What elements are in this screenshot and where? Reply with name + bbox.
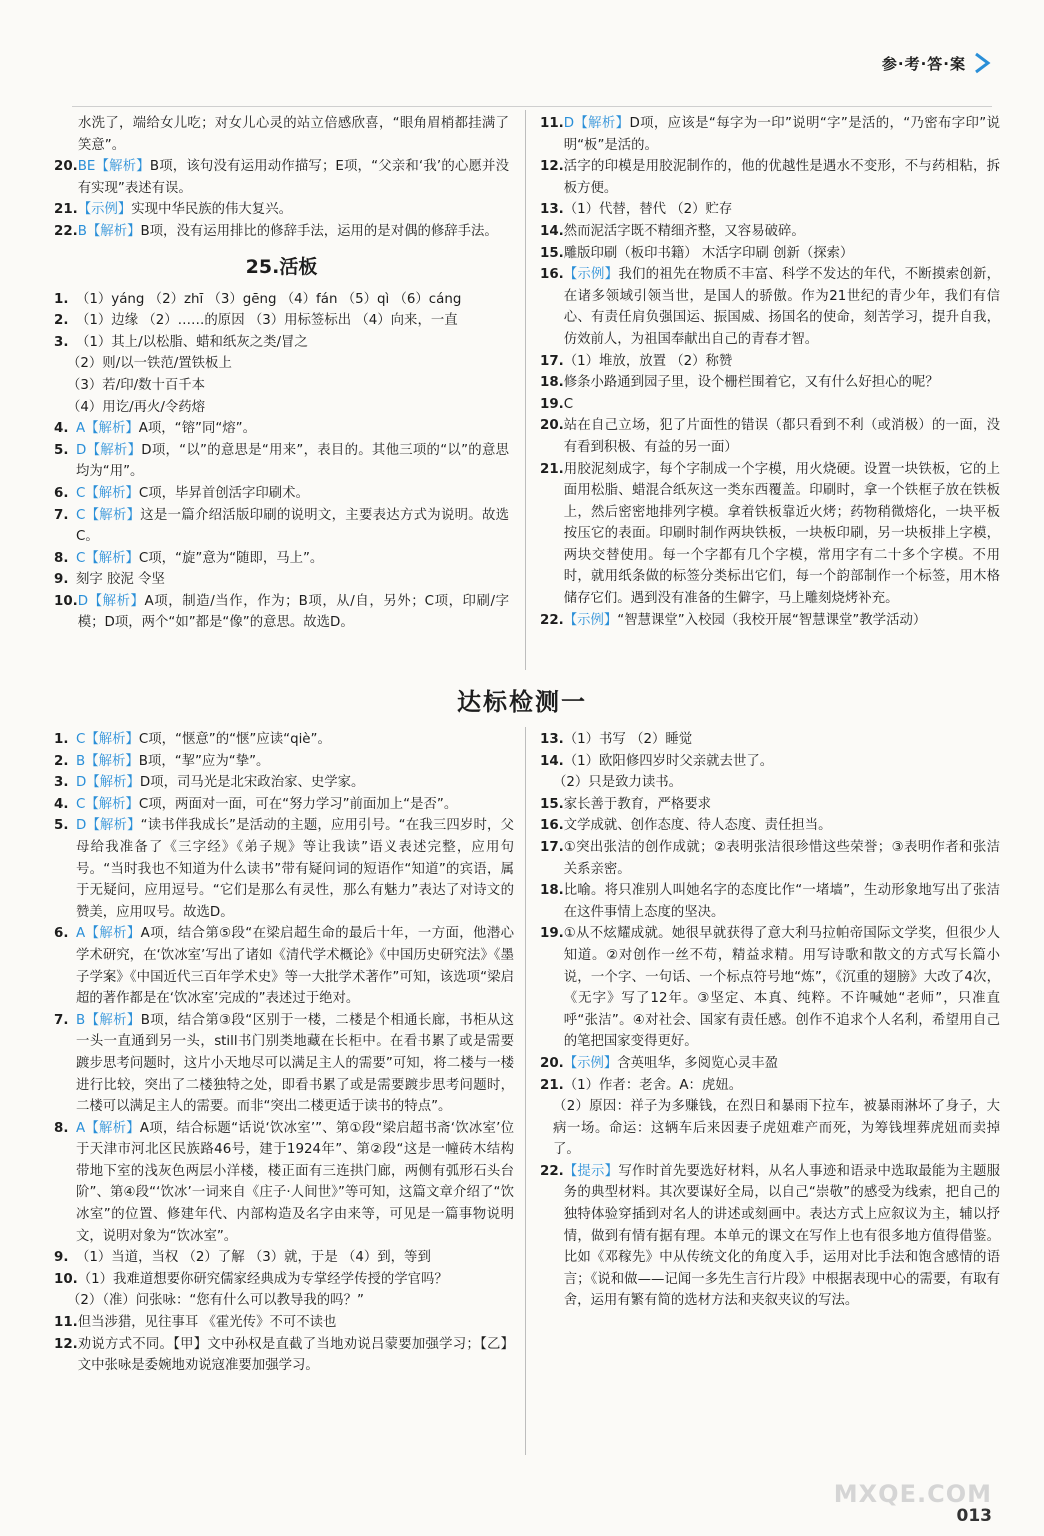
header-divider: [72, 106, 992, 107]
answer-text: [564, 372, 1000, 394]
answer-number: 19.: [540, 396, 564, 412]
answer-text: [76, 794, 514, 816]
answer-content: “读书伴我成长”是活动的主题，应用引号。“在我三四岁时，父母给我准备了《三字经》《弟子规》等让我读”语义表述完整，应用句号。“当时我也不知道为什么读书”带有疑问词的短语作“知道”的宾语，属于无疑问，应用逗号。“它们是那么有灵性，那么有魅力”表达了对诗文的赞美，应用叹号。故选D。: [76, 818, 514, 920]
column-divider-bottom: [525, 727, 526, 1455]
answer-number: 2.: [54, 753, 69, 769]
answer-text: [564, 1075, 1000, 1097]
answer-text: [76, 729, 514, 751]
answer-item: [54, 418, 509, 440]
answer-content: 文学成就、创作态度、待人态度、责任担当。: [563, 818, 832, 834]
answer-item: [54, 923, 514, 1009]
answer-text: [564, 751, 1000, 773]
answer-number: 20.: [540, 1055, 564, 1071]
answer-content: C项，“惬意”的“惬”应读“qiè”。: [138, 732, 331, 747]
answer-text: [76, 310, 509, 332]
answer-text: [76, 332, 509, 354]
answer-item: [540, 156, 1000, 199]
answer-text: [76, 1010, 514, 1118]
answer-number: 5.: [54, 818, 69, 834]
answer-content: 站在自己立场，犯了片面性的错误（都只看到不利（或消极）的一面，没有看到积极、有益的另一面）: [563, 418, 1000, 455]
answer-content: （1）书写 （2）睡觉: [563, 732, 693, 747]
answer-content: 这是一篇介绍活版印刷的说明文，主要表达方式为说明。故选C。: [76, 507, 509, 545]
page-number: 013: [956, 1506, 992, 1526]
answer-item: [540, 415, 1000, 458]
answer-list: [540, 113, 1000, 631]
answer-subline: （2）只是致力读书。: [553, 775, 683, 791]
answer-item: [54, 289, 509, 311]
answer-text: [564, 729, 1000, 751]
answer-number: 21.: [540, 461, 564, 477]
analysis-tag: B【解析】: [76, 1012, 141, 1028]
test-title: 达标检测一: [457, 688, 587, 716]
answer-item: [54, 548, 509, 570]
answer-item: [540, 264, 1000, 350]
answer-number: 15.: [540, 245, 564, 261]
answer-item: [540, 1053, 1000, 1075]
answer-content: B项，该句没有运用动作描写；E项，“父亲和‘我’的心愿并没有实现”表述有误。: [77, 159, 509, 196]
answer-text: [76, 1247, 514, 1269]
answer-text: [564, 923, 1000, 1053]
analysis-tag: D【解析】: [76, 818, 141, 834]
answer-text: [76, 289, 509, 311]
analysis-tag: D【解析】: [76, 775, 140, 791]
answer-item: [54, 199, 509, 221]
answer-item: [54, 751, 514, 773]
answer-text: [564, 113, 1000, 156]
answer-content: （1）我难道想要你研究儒家经典成为专掌经学传授的学官吗？: [77, 1271, 448, 1287]
answer-number: 14.: [540, 223, 564, 239]
answer-text: [564, 243, 1000, 265]
answer-content: D项，司马光是北宋政治家、史学家。: [139, 775, 365, 791]
answer-item: [540, 199, 1000, 221]
answer-content: 用胶泥刻成字，每个字制成一个字模，用火烧硬。设置一块铁板，它的上面用松脂、蜡混合纸灰这一类东西覆盖。印刷时，拿一个铁框子放在铁板上，然后密密地排列字模。拿着铁板靠近火烤；药物稍微熔化，一块平板按压它的表面。印刷时制作两块铁板，一块板印刷，另一块板排上字模，两块交替使用。每一个字都有几个字模，常用字有二十多个字模。不用时，就用纸条做的标签分类标出它们，每一个韵部制作一个标签，用木格储存它们。遇到没有准备的生僻字，马上雕刻烧烤补充。: [563, 461, 1000, 607]
answer-subline: （3）若/印/数十百千本: [67, 377, 206, 393]
answer-number: 16.: [540, 818, 564, 834]
answer-text: [564, 415, 1000, 458]
answer-text: [564, 221, 1000, 243]
answer-content: ①突出张洁的创作成就；②表明张洁很珍惜这些荣誉；③表明作者和张洁关系亲密。: [563, 839, 1000, 877]
answer-number: 13.: [540, 732, 564, 747]
answer-number: 10.: [54, 1271, 78, 1287]
answer-text: [78, 1312, 514, 1334]
header-title: 参·考·答·案: [881, 54, 966, 73]
answer-item: [540, 837, 1000, 880]
answer-number: 18.: [540, 883, 564, 899]
answer-content: 写作时首先要选好材料，从名人事迹和语录中选取最能为主题服务的典型材料。其次要谋好全局，以自己“崇敬”的感受为线索，把自己的独特体验穿插到对名人的讲述或刻画中。表达方式上应叙议为主，辅以抒情，做到有情有据有理。本单元的课文在写作上也有很多地方值得借鉴。比如《邓稼先》中从传统文化的角度入手，运用对比手法和饱含感情的语言；《说和做——记闻一多先生言行片段》中根据表现中心的需要，有取有舍，运用有繁有简的选材方法和夹叙夹议的写法。: [563, 1163, 1001, 1309]
analysis-tag: C【解析】: [76, 732, 139, 747]
answer-number: 9.: [54, 572, 69, 588]
answer-item: [540, 794, 1000, 816]
answer-text: [76, 1118, 514, 1248]
answer-content: C项，毕昇首创活字印刷术。: [138, 485, 309, 501]
answer-item: [54, 310, 509, 332]
answer-item: [54, 332, 509, 354]
answer-number: 17.: [540, 353, 564, 369]
answer-item: [54, 156, 509, 199]
answer-continuation: 水洗了，端给女儿吃；对女儿心灵的站立倍感欣喜，“眼角眉梢都挂满了笑意”。: [78, 116, 509, 153]
answer-text: [76, 923, 514, 1009]
analysis-tag: B【解析】: [77, 223, 141, 239]
answer-number: 21.: [540, 1077, 564, 1093]
answer-item: [54, 1269, 514, 1291]
answer-item: [54, 794, 514, 816]
answer-text: [76, 772, 514, 794]
analysis-tag: A【解析】: [76, 926, 141, 942]
watermark-text: MXQE.COM: [833, 1480, 992, 1508]
column-divider-top: [525, 110, 526, 670]
answer-text: [564, 1053, 1000, 1075]
answer-number: 13.: [540, 202, 564, 218]
analysis-tag: D【解析】: [563, 116, 630, 131]
section-title: 25.活板: [245, 255, 318, 278]
answer-item: [540, 923, 1000, 1053]
answer-text: [76, 440, 509, 483]
answer-content: D项，应该是“每字为一印”说明“字”是活的，“乃密布字印”说明“板”是活的。: [563, 116, 1001, 153]
answer-text: [564, 610, 1000, 632]
section1-right-column: [540, 113, 1000, 631]
answer-number: 11.: [540, 116, 564, 131]
section2-right-column: [540, 729, 1000, 1312]
answer-content: 家长善于教育，严格要求: [563, 796, 712, 812]
answer-text: [564, 264, 1000, 350]
analysis-tag: A【解析】: [76, 421, 139, 437]
answer-item: [54, 483, 509, 505]
answer-text: [78, 1334, 514, 1377]
answer-content: （1）堆放，放置 （2）称赞: [563, 353, 733, 369]
answer-item: [540, 243, 1000, 265]
answer-text: [76, 815, 514, 923]
answer-item: [54, 1334, 514, 1377]
answer-number: 15.: [540, 796, 564, 812]
answer-text: [76, 505, 509, 548]
answer-item: [540, 610, 1000, 632]
answer-number: 22.: [54, 223, 78, 239]
answer-item: [54, 569, 509, 591]
answer-content: 实现中华民族的伟大复兴。: [131, 202, 292, 218]
answer-number: 4.: [54, 421, 69, 437]
answer-content: （1）欧阳修四岁时父亲就去世了。: [563, 753, 774, 769]
answer-content: C: [563, 396, 574, 412]
answer-number: 1.: [54, 291, 69, 307]
analysis-tag: C【解析】: [76, 507, 141, 523]
answer-content: （1）边缘 （2）……的原因 （3）用标签标出 （4）向来，一直: [76, 313, 458, 329]
answer-item: [54, 1118, 514, 1248]
answer-number: 20.: [540, 418, 564, 434]
answer-content: ①从不炫耀成就。她很早就获得了意大利马拉帕帝国际文学奖，但很少人知道。②对创作一丝不苟，精益求精。用写诗歌和散文的方式写长篇小说，一个字、一句话、一个标点符号地“炼”，《沉重的翅膀》大改了4次，《无字》写了12年。③坚定、本真、纯粹。不许喊她“老师”，只准直呼“张洁”。④对社会、国家有责任感。创作不追求个人名利，希望用自己的笔把国家变得更好。: [563, 926, 1000, 1050]
answer-number: 17.: [540, 839, 564, 855]
answer-content: 我们的祖先在物质不丰富、科学不发达的年代，不断摸索创新，在诸多领域引领当世，是国人的骄傲。作为21世纪的青少年，我们有信心、有责任肩负强国运、振国威、扬国名的使命，刻苦学习，提升自我，仿效前人，为祖国奉献出自己的青春才智。: [563, 267, 1001, 347]
answer-item: [540, 1161, 1000, 1312]
answer-number: 22.: [540, 612, 564, 628]
chevron-right-icon: [972, 52, 992, 74]
answer-text: [76, 751, 514, 773]
answer-number: 3.: [54, 334, 69, 350]
answer-content: （1）其上/以松脂、蜡和纸灰之类/冒之: [76, 334, 308, 350]
answer-item: [540, 751, 1000, 773]
answer-content: （1）当道，当权 （2）了解 （3）就，于是 （4）到，等到: [76, 1250, 431, 1266]
answer-text: [564, 837, 1000, 880]
answer-content: （1）yáng （2）zhī （3）gēng （4）fán （5）qì （6）cáng: [76, 291, 462, 307]
answer-item: [540, 1075, 1000, 1097]
answer-number: 12.: [540, 159, 564, 175]
analysis-tag: 【示例】: [77, 202, 132, 218]
answer-number: 4.: [54, 796, 69, 812]
section1-left-column: [54, 113, 509, 634]
answer-subline: （2）则/以一铁范/置铁板上: [67, 356, 232, 372]
answer-number: 14.: [540, 753, 564, 769]
analysis-tag: 【示例】: [563, 612, 618, 628]
answer-number: 1.: [54, 732, 69, 747]
answer-item: [54, 1010, 514, 1118]
page-header: [882, 52, 992, 74]
answer-item: [540, 459, 1000, 610]
answer-text: [564, 815, 1000, 837]
answer-item: [540, 372, 1000, 394]
answer-content: D项，“以”的意思是“用来”，表目的。其他三项的“以”的意思均为“用”。: [76, 442, 510, 480]
answer-content: A项，结合标题“话说‘饮冰室’”、第①段“梁启超书斋‘饮冰室’位于天津市河北区民族路46号，建于1924年”、第②段“这是一幢砖木结构带地下室的浅灰色两层小洋楼，楼正面有三连拱门廊，两侧有弧形石头台阶”、第④段“‘饮冰’一词来自《庄子·人间世》”等可知，这篇文章介绍了“饮冰室”的位置、修建年代、内部构造及名字由来等，可见是一篇事物说明文，说明对象为“饮冰室”。: [76, 1120, 514, 1244]
answer-item: [540, 880, 1000, 923]
answer-subline: （2）（准）问张咏：“您有什么可以教导我的吗？”: [67, 1293, 364, 1309]
answer-content: 含英咀华，多阅览心灵丰盈: [617, 1055, 778, 1071]
answer-content: （1）作者：老舍。A：虎妞。: [563, 1077, 743, 1093]
answer-number: 7.: [54, 507, 69, 523]
answer-number: 3.: [54, 775, 69, 791]
analysis-tag: D【解析】: [77, 593, 145, 609]
answer-content: “智慧课堂”入校园（我校开展“智慧课堂”教学活动）: [617, 612, 927, 628]
answer-item: [54, 1247, 514, 1269]
answer-text: [564, 351, 1000, 373]
answer-text: [76, 483, 509, 505]
answer-content: A项，结合第⑤段“在梁启超生命的最后十年，一方面，他潜心学术研究，在‘饮冰室’写出了诸如《清代学术概论》《中国历史研究法》《墨子学案》《中国近代三百年学术史》等一大批学术著作”可知，该选项“梁启超的著作都是在‘饮冰室’完成的”表述过于绝对。: [76, 926, 514, 1007]
answer-number: 5.: [54, 442, 69, 458]
answer-text: [564, 794, 1000, 816]
answer-text: [564, 459, 1000, 610]
answer-text: [78, 156, 509, 199]
answer-content: 活字的印模是用胶泥制作的，他的优越性是遇水不变形，不与药相粘，拆板方便。: [563, 159, 1000, 196]
answer-number: 10.: [54, 593, 78, 609]
answer-content: 然而泥活字既不精细齐整，又容易破碎。: [563, 223, 805, 239]
answer-number: 19.: [540, 926, 564, 942]
answer-list: [54, 729, 514, 1377]
answer-content: 修条小路通到园子里，设个栅栏围着它，又有什么好担心的呢？: [563, 375, 939, 391]
answer-text: [78, 221, 509, 243]
answer-item: [540, 113, 1000, 156]
answer-content: C项，两面对一面，可在“努力学习”前面加上“是否”。: [138, 796, 458, 812]
answer-subline: （2）原因：祥子为多赚钱，在烈日和暴雨下拉车，被暴雨淋坏了身子，大病一场。命运：这辆车后来因妻子虎妞难产而死，为筹钱埋葬虎妞而卖掉了。: [553, 1099, 1000, 1158]
answer-number: 2.: [54, 313, 69, 329]
answer-content: 劝说方式不同。【甲】文中孙权是直截了当地劝说吕蒙要加强学习；【乙】文中张咏是委婉地劝说寇准要加强学习。: [77, 1336, 514, 1374]
answer-content: 比喻。将只准别人叫她名字的态度比作“一堵墙”，生动形象地写出了张洁在这件事情上态度的坚决。: [563, 883, 1000, 920]
answer-number: 8.: [54, 1120, 69, 1136]
answer-text: [76, 548, 509, 570]
answer-content: B项，结合第③段“区别于一楼，二楼是个相通长廊，书柜从这一头一直通到另一头，still书门别类地藏在长柜中。在看书累了或是需要踱步思考问题时，这片小天地尽可以满足主人的需要”可知，将二楼与一楼进行比较，突出了二楼独特之处，即看书累了或是需要踱步思考问题时，二楼可以满足主人的需要。而非“突出二楼更适于读书的特点”。: [76, 1012, 514, 1115]
answer-item: [54, 591, 509, 634]
answer-number: 6.: [54, 485, 69, 501]
answer-number: 7.: [54, 1012, 69, 1028]
answer-item: [54, 729, 514, 751]
answer-item: [54, 221, 509, 243]
analysis-tag: A【解析】: [76, 1120, 140, 1136]
answer-text: [78, 591, 509, 634]
answer-text: [564, 394, 1000, 416]
answer-number: 9.: [54, 1250, 69, 1266]
answer-item: [54, 1312, 514, 1334]
answer-content: A项，制造/当作，作为；B项，从/自，另外；C项，印刷/字模；D项，两个“如”都是“像”的意思。故选D。: [77, 593, 510, 631]
analysis-tag: C【解析】: [76, 550, 139, 566]
analysis-tag: BE【解析】: [77, 159, 150, 175]
answer-item: [54, 815, 514, 923]
answer-content: B项，“挈”应为“挚”。: [138, 753, 270, 769]
answer-subline: （4）用讫/再火/令药熔: [67, 399, 206, 415]
answer-text: [564, 1161, 1000, 1312]
answer-content: C项，“旋”意为“随即，马上”。: [138, 550, 324, 566]
answer-list: [54, 113, 509, 243]
answer-content: （1）代替，替代 （2）贮存: [563, 202, 733, 218]
answer-item: [54, 440, 509, 483]
section2-left-column: [54, 729, 514, 1377]
answer-content: B项，没有运用排比的修辞手法，运用的是对偶的修辞手法。: [140, 223, 498, 239]
analysis-tag: 【示例】: [563, 267, 619, 283]
analysis-tag: B【解析】: [76, 753, 139, 769]
answer-number: 20.: [54, 159, 78, 175]
analysis-tag: 【提示】: [563, 1163, 619, 1179]
answer-number: 12.: [54, 1336, 78, 1352]
answer-number: 11.: [54, 1315, 78, 1331]
answer-text: [78, 199, 509, 221]
answer-number: 18.: [540, 375, 564, 391]
answer-text: [564, 880, 1000, 923]
answer-number: 21.: [54, 202, 78, 218]
answer-content: 刻字 胶泥 令坚: [76, 572, 165, 588]
answer-item: [540, 815, 1000, 837]
answer-text: [76, 569, 509, 591]
answer-text: [564, 199, 1000, 221]
answer-text: [564, 156, 1000, 199]
answer-item: [540, 221, 1000, 243]
answer-item: [540, 394, 1000, 416]
answer-item: [54, 772, 514, 794]
answer-number: 16.: [540, 267, 564, 283]
analysis-tag: C【解析】: [76, 796, 139, 812]
answer-number: 8.: [54, 550, 69, 566]
answer-list: [54, 289, 509, 635]
answer-item: [54, 505, 509, 548]
answer-item: [540, 351, 1000, 373]
analysis-tag: D【解析】: [76, 442, 142, 458]
analysis-tag: C【解析】: [76, 485, 139, 501]
answer-text: [76, 418, 509, 440]
answer-content: 雕版印刷（板印书籍） 木活字印刷 创新（探索）: [563, 245, 854, 261]
answer-number: 6.: [54, 926, 69, 942]
analysis-tag: 【示例】: [563, 1055, 618, 1071]
answer-number: 22.: [540, 1163, 564, 1179]
answer-content: 但当涉猎，见往事耳 《霍光传》不可不读也: [77, 1315, 337, 1331]
answer-list: [540, 729, 1000, 1312]
answer-item: [540, 729, 1000, 751]
answer-text: [78, 1269, 514, 1291]
answer-content: A项，“镕”同“熔”。: [138, 421, 256, 437]
